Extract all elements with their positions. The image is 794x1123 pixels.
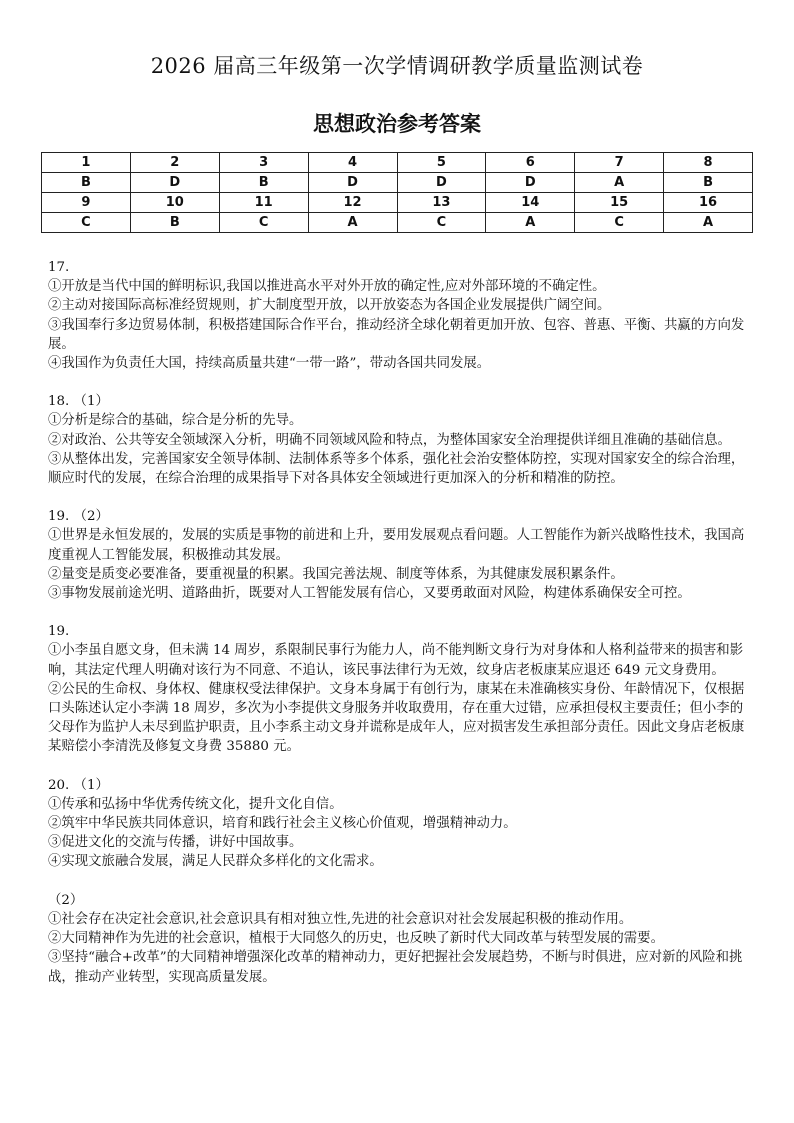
answer-letter-cell: C [575,213,664,233]
question-19 [48,622,754,756]
answer-letter-row [42,173,753,193]
answer-letter-cell: B [664,173,753,193]
answer-line: ①小李虽自愿文身，但未满 14 周岁，系限制民事行为能力人，尚不能判断文身行为对身体和人格利益带来的损害和影响，其法定代理人明确对该行为不同意、不追认，该民事法律行为无效，纹身店老板康某应退还 649 元文身费用。 [48,643,744,678]
answer-letter-cell: D [397,173,486,193]
exam-title: 2026 届高三年级第一次学情调研教学质量监测试卷 [150,54,644,78]
question-20-part-1 [48,776,754,872]
answer-line: ②对政治、公共等安全领域深入分析，明确不同领域风险和特点，为整体国家安全治理提供详细且准确的基础信息。 [48,432,731,448]
question-number-row [42,193,753,213]
question-label: 19. [48,624,70,640]
question-number-cell: 3 [219,153,308,173]
answer-line: ①开放是当代中国的鲜明标识,我国以推进高水平对外开放的确定性,应对外部环境的不确定性。 [48,279,606,295]
answer-letter-cell: A [664,213,753,233]
answer-letter-cell: A [575,173,664,193]
question-label: 18. （1） [48,394,109,410]
answer-line: ③我国奉行多边贸易体制，积极搭建国际合作平台，推动经济全球化朝着更加开放、包容、普惠、平衡、共赢的方向发展。 [48,317,745,352]
answer-letter-row [42,213,753,233]
question-label: （2） [48,892,84,908]
answer-letter-cell: C [42,213,131,233]
answer-letter-cell: D [130,173,219,193]
question-number-cell: 15 [575,193,664,213]
answer-line: ②量变是质变必要准备，要重视量的积累。我国完善法规、制度等体系，为其健康发展积累条件。 [48,566,624,582]
answer-line: ①分析是综合的基础，综合是分析的先导。 [48,413,303,429]
question-number-cell: 6 [486,153,575,173]
answer-line: ③促进文化的交流与传播，讲好中国故事。 [48,835,303,851]
answer-letter-cell: B [219,173,308,193]
answer-letter-cell: C [397,213,486,233]
answer-letter-cell: A [308,213,397,233]
answer-letter-cell: B [42,173,131,193]
question-number-cell: 8 [664,153,753,173]
question-number-cell: 10 [130,193,219,213]
answer-line: ③事物发展前途光明、道路曲折，既要对人工智能发展有信心，又要勇敢面对风险，构建体系确保安全可控。 [48,586,691,602]
answer-key-title: 思想政治参考答案 [313,112,481,136]
question-number-cell: 11 [219,193,308,213]
answer-line: ④实现文旅融合发展，满足人民群众多样化的文化需求。 [48,854,383,870]
answer-line: ②筑牢中华民族共同体意识，培育和践行社会主义核心价值观，增强精神动力。 [48,816,517,832]
question-18 [48,392,754,488]
answer-line: ②主动对接国际高标准经贸规则，扩大制度型开放，以开放姿态为各国企业发展提供广阔空间。 [48,298,611,314]
answer-line: ①世界是永恒发展的，发展的实质是事物的前进和上升，要用发展观点看问题。人工智能作为新兴战略性技术，我国高度重视人工智能发展，积极推动其发展。 [48,528,745,563]
question-number-cell: 9 [42,193,131,213]
answer-letter-cell: A [486,213,575,233]
question-number-cell: 2 [130,153,219,173]
question-number-cell: 7 [575,153,664,173]
question-number-row [42,153,753,173]
answer-line: ②公民的生命权、身体权、健康权受法律保护。文身本身属于有创行为，康某在未准确核实身份、年龄情况下，仅根据口头陈述认定小李满 18 周岁，多次为小李提供文身服务并收取费用，存在重大过错，应承担侵权主要责任；但小李的父母作为监护人未尽到监护职责，且小李系主动文身并谎称是成年人，应对损害发生承担部分责任。因此文身店老板康某赔偿小李清洗及修复文身费 35880 元。 [48,681,745,755]
question-number-cell: 1 [42,153,131,173]
answer-letter-cell: D [486,173,575,193]
question-number-cell: 14 [486,193,575,213]
question-17 [48,258,754,373]
question-label: 20. （1） [48,777,109,793]
answer-line: ①传承和弘扬中华优秀传统文化，提升文化自信。 [48,796,343,812]
answer-table [41,152,753,233]
question-number-cell: 5 [397,153,486,173]
question-label: 17. [48,260,70,275]
question-19-part-2 [48,507,754,603]
answer-content [48,258,754,987]
answer-line: ①社会存在决定社会意识,社会意识具有相对独立性,先进的社会意识对社会发展起积极的推动作用。 [48,911,633,927]
answer-line: ③坚持“融合+改革”的大同精神增强深化改革的精神动力，更好把握社会发展趋势，不断与时俱进，应对新的风险和挑战，推动产业转型，实现高质量发展。 [48,950,743,985]
question-label: 19. （2） [48,509,109,525]
answer-line: ②大同精神作为先进的社会意识，植根于大同悠久的历史，也反映了新时代大同改革与转型发展的需要。 [48,931,664,947]
answer-line: ④我国作为负责任大国，持续高质量共建“一带一路”，带动各国共同发展。 [48,356,491,372]
question-number-cell: 4 [308,153,397,173]
question-number-cell: 12 [308,193,397,213]
answer-letter-cell: C [219,213,308,233]
question-number-cell: 16 [664,193,753,213]
answer-line: ③从整体出发，完善国家安全领导体制、法制体系等多个体系，强化社会治安整体防控，实现对国家安全的综合治理，顺应时代的发展，在综合治理的成果指导下对各具体安全领域进行更加深入的分析和精准的防控。 [48,451,745,487]
question-number-cell: 13 [397,193,486,213]
answer-letter-cell: B [130,213,219,233]
question-20-part-2 [48,891,754,987]
answer-letter-cell: D [308,173,397,193]
